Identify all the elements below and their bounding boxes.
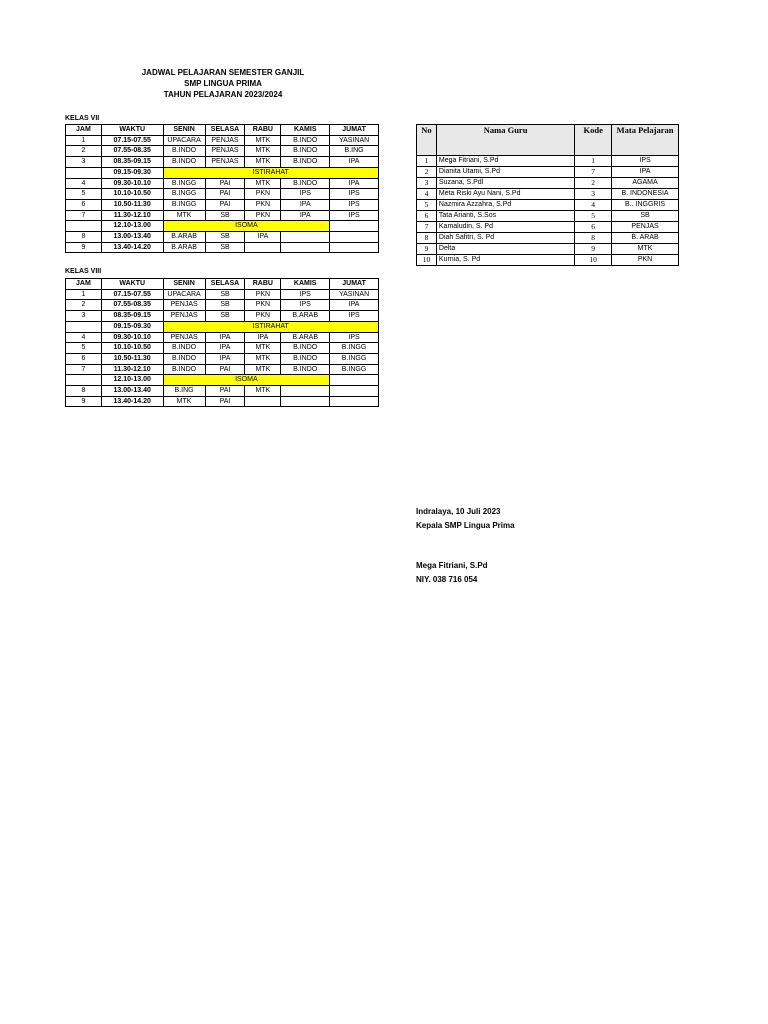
title-line-1: JADWAL PELAJARAN SEMESTER GANJIL xyxy=(141,68,305,77)
teacher-subject: B. ARAB xyxy=(612,233,679,244)
subject-cell: MTK xyxy=(245,343,281,354)
teacher-no: 2 xyxy=(417,167,437,178)
teacher-code: 10 xyxy=(575,255,612,266)
empty-cell xyxy=(330,375,379,386)
subject-cell: B.ARAB xyxy=(281,311,330,322)
jam-cell xyxy=(66,167,102,178)
subject-cell xyxy=(330,396,379,407)
teacher-row xyxy=(417,244,679,255)
jam-cell xyxy=(66,221,102,232)
subject-cell: IPA xyxy=(330,178,379,189)
jam-cell: 3 xyxy=(66,157,102,168)
subject-cell: IPS xyxy=(281,300,330,311)
jam-cell: 7 xyxy=(66,210,102,221)
subject-cell: IPA xyxy=(330,157,379,168)
teacher-name: Mega Fitriani, S.Pd xyxy=(436,156,574,167)
schedule-row xyxy=(66,199,379,210)
subject-cell: PAI xyxy=(205,364,245,375)
subject-cell: B.INDO xyxy=(281,364,330,375)
subject-cell: IPS xyxy=(281,289,330,300)
schedule-row xyxy=(66,189,379,200)
teacher-no: 9 xyxy=(417,244,437,255)
teacher-row xyxy=(417,167,679,178)
teacher-code: 6 xyxy=(575,222,612,233)
schedule-row xyxy=(66,300,379,311)
waktu-cell: 12.10-13.00 xyxy=(101,375,163,386)
waktu-cell: 11.30-12.10 xyxy=(101,364,163,375)
schedule-row xyxy=(66,242,379,253)
schedule-row xyxy=(66,396,379,407)
subject-cell: IPA xyxy=(245,332,281,343)
column-header: SELASA xyxy=(205,279,245,290)
teacher-code: 2 xyxy=(575,178,612,189)
schedule-row xyxy=(66,375,379,386)
teacher-column-header: Nama Guru xyxy=(436,125,574,156)
teacher-subject: PKN xyxy=(612,255,679,266)
schedule-row xyxy=(66,353,379,364)
jam-cell xyxy=(66,375,102,386)
jam-cell: 5 xyxy=(66,189,102,200)
subject-cell: B.INDO xyxy=(163,146,205,157)
teacher-table xyxy=(416,124,679,266)
column-header: JAM xyxy=(66,125,102,136)
header-row xyxy=(66,279,379,290)
column-header: WAKTU xyxy=(101,279,163,290)
subject-cell: MTK xyxy=(245,386,281,397)
subject-cell: B.INGG xyxy=(163,199,205,210)
subject-cell: PAI xyxy=(205,199,245,210)
jam-cell: 4 xyxy=(66,332,102,343)
waktu-cell: 10.50-11.30 xyxy=(101,199,163,210)
teacher-name: Suzana, S.Pdl xyxy=(436,178,574,189)
teacher-row xyxy=(417,222,679,233)
column-header: KAMIS xyxy=(281,125,330,136)
signature-place-date: Indralaya, 10 Juli 2023 xyxy=(416,507,501,516)
subject-cell: PAI xyxy=(205,386,245,397)
signature-name: Mega Fitriani, S.Pd xyxy=(416,561,488,570)
subject-cell: B.INGG xyxy=(330,353,379,364)
teacher-code: 8 xyxy=(575,233,612,244)
subject-cell xyxy=(281,232,330,243)
jam-cell: 1 xyxy=(66,289,102,300)
subject-cell: SB xyxy=(205,311,245,322)
teacher-code: 1 xyxy=(575,156,612,167)
teacher-subject: SB xyxy=(612,211,679,222)
subject-cell: IPS xyxy=(330,210,379,221)
subject-cell: IPA xyxy=(330,300,379,311)
document-title xyxy=(118,67,328,100)
subject-cell: YASINAN xyxy=(330,289,379,300)
teacher-column-header: Kode xyxy=(575,125,612,156)
schedule-row xyxy=(66,321,379,332)
subject-cell: B.INGG xyxy=(330,364,379,375)
jam-cell: 4 xyxy=(66,178,102,189)
jam-cell: 5 xyxy=(66,343,102,354)
waktu-cell: 13.40-14.20 xyxy=(101,396,163,407)
title-line-3: TAHUN PELAJARAN 2023/2024 xyxy=(163,90,283,99)
subject-cell: B.INDO xyxy=(163,343,205,354)
subject-cell xyxy=(281,386,330,397)
teacher-column-header: Mata Pelajaran xyxy=(612,125,679,156)
schedule-row xyxy=(66,386,379,397)
subject-cell xyxy=(245,396,281,407)
waktu-cell: 07.15-07.55 xyxy=(101,135,163,146)
waktu-cell: 13.00-13.40 xyxy=(101,386,163,397)
teacher-name: Meta Riski Ayu Nani, S.Pd xyxy=(436,189,574,200)
subject-cell xyxy=(330,386,379,397)
signature-position: Kepala SMP Lingua Prima xyxy=(416,521,515,530)
subject-cell: B.INDO xyxy=(281,343,330,354)
teacher-no: 8 xyxy=(417,233,437,244)
waktu-cell: 13.00-13.40 xyxy=(101,232,163,243)
waktu-cell: 07.15-07.55 xyxy=(101,289,163,300)
subject-cell: PKN xyxy=(245,210,281,221)
subject-cell: SB xyxy=(205,242,245,253)
teacher-name: Kamaludin, S. Pd xyxy=(436,222,574,233)
waktu-cell: 10.10-10.50 xyxy=(101,189,163,200)
subject-cell: UPACARA xyxy=(163,289,205,300)
subject-cell: PAI xyxy=(205,178,245,189)
teacher-subject: IPA xyxy=(612,167,679,178)
teacher-subject: AGAMA xyxy=(612,178,679,189)
teacher-subject: PENJAS xyxy=(612,222,679,233)
column-header: JUMAT xyxy=(330,279,379,290)
teacher-name: Kurnia, S. Pd xyxy=(436,255,574,266)
subject-cell: B.INDO xyxy=(163,353,205,364)
waktu-cell: 07.55-08.35 xyxy=(101,300,163,311)
jam-cell: 2 xyxy=(66,146,102,157)
subject-cell: B.INGG xyxy=(330,343,379,354)
schedule-row xyxy=(66,332,379,343)
jam-cell: 6 xyxy=(66,353,102,364)
teacher-code: 9 xyxy=(575,244,612,255)
schedule-row xyxy=(66,221,379,232)
subject-cell: B.INGG xyxy=(163,189,205,200)
teacher-row xyxy=(417,178,679,189)
subject-cell: MTK xyxy=(245,146,281,157)
subject-cell: PENJAS xyxy=(163,332,205,343)
signature-block xyxy=(416,505,515,587)
waktu-cell: 09.30-10.10 xyxy=(101,178,163,189)
teacher-no: 10 xyxy=(417,255,437,266)
subject-cell: B.INDO xyxy=(281,146,330,157)
subject-cell: PENJAS xyxy=(205,135,245,146)
teacher-name: Dianita Utami, S.Pd xyxy=(436,167,574,178)
column-header: SENIN xyxy=(163,279,205,290)
column-header: JAM xyxy=(66,279,102,290)
subject-cell: IPA xyxy=(205,343,245,354)
jam-cell: 7 xyxy=(66,364,102,375)
waktu-cell: 09.15-09.30 xyxy=(101,167,163,178)
subject-cell: SB xyxy=(205,300,245,311)
column-header: JUMAT xyxy=(330,125,379,136)
subject-cell: MTK xyxy=(163,396,205,407)
teacher-subject: B.. INGGRIS xyxy=(612,200,679,211)
subject-cell: PENJAS xyxy=(163,311,205,322)
subject-cell: IPA xyxy=(281,199,330,210)
subject-cell: IPA xyxy=(205,332,245,343)
subject-cell xyxy=(330,242,379,253)
column-header: KAMIS xyxy=(281,279,330,290)
subject-cell: PAI xyxy=(205,189,245,200)
subject-cell: PAI xyxy=(205,396,245,407)
teacher-row xyxy=(417,200,679,211)
teacher-row xyxy=(417,255,679,266)
waktu-cell: 10.10-10.50 xyxy=(101,343,163,354)
teacher-row xyxy=(417,211,679,222)
kelas7-label: KELAS VII xyxy=(65,115,100,122)
jam-cell: 1 xyxy=(66,135,102,146)
subject-cell: SB xyxy=(205,289,245,300)
subject-cell: B.ARAB xyxy=(163,242,205,253)
waktu-cell: 08.35-09.15 xyxy=(101,311,163,322)
schedule-row xyxy=(66,343,379,354)
teacher-no: 5 xyxy=(417,200,437,211)
waktu-cell: 07.55-08.35 xyxy=(101,146,163,157)
waktu-cell: 08.35-09.15 xyxy=(101,157,163,168)
schedule-row xyxy=(66,364,379,375)
break-cell: ISOMA xyxy=(163,375,329,386)
jam-cell xyxy=(66,321,102,332)
subject-cell: SB xyxy=(205,232,245,243)
subject-cell: B.INDO xyxy=(281,178,330,189)
teacher-no: 4 xyxy=(417,189,437,200)
subject-cell xyxy=(281,242,330,253)
teacher-code: 7 xyxy=(575,167,612,178)
subject-cell: B.ARAB xyxy=(281,332,330,343)
jam-cell: 9 xyxy=(66,396,102,407)
jam-cell: 8 xyxy=(66,386,102,397)
jam-cell: 3 xyxy=(66,311,102,322)
schedule-row xyxy=(66,210,379,221)
column-header: RABU xyxy=(245,279,281,290)
subject-cell: IPS xyxy=(330,199,379,210)
teacher-name: Delta xyxy=(436,244,574,255)
jam-cell: 6 xyxy=(66,199,102,210)
teacher-row xyxy=(417,233,679,244)
jam-cell: 9 xyxy=(66,242,102,253)
subject-cell: B.ING xyxy=(330,146,379,157)
jam-cell: 2 xyxy=(66,300,102,311)
teacher-row xyxy=(417,189,679,200)
subject-cell xyxy=(281,396,330,407)
subject-cell: MTK xyxy=(245,364,281,375)
header-row xyxy=(66,125,379,136)
subject-cell: IPS xyxy=(330,189,379,200)
subject-cell: B.INDO xyxy=(281,135,330,146)
waktu-cell: 12.10-13.00 xyxy=(101,221,163,232)
teacher-name: Nazmira Azzahra, S.Pd xyxy=(436,200,574,211)
subject-cell: B.ING xyxy=(163,386,205,397)
teacher-column-header: No xyxy=(417,125,437,156)
schedule-row xyxy=(66,178,379,189)
subject-cell: PKN xyxy=(245,199,281,210)
subject-cell: YASINAN xyxy=(330,135,379,146)
subject-cell: IPS xyxy=(330,332,379,343)
kelas8-label: KELAS VIII xyxy=(65,268,102,275)
break-cell: ISTIRAHAT xyxy=(163,167,378,178)
kelas8-schedule-table xyxy=(65,278,379,407)
schedule-row xyxy=(66,135,379,146)
subject-cell: B.INGG xyxy=(163,178,205,189)
subject-cell: B.INDO xyxy=(163,157,205,168)
waktu-cell: 09.30-10.10 xyxy=(101,332,163,343)
subject-cell: IPA xyxy=(205,353,245,364)
subject-cell: B.ARAB xyxy=(163,232,205,243)
teacher-code: 3 xyxy=(575,189,612,200)
schedule-row xyxy=(66,311,379,322)
subject-cell: IPS xyxy=(281,189,330,200)
subject-cell: MTK xyxy=(245,353,281,364)
subject-cell: SB xyxy=(205,210,245,221)
column-header: WAKTU xyxy=(101,125,163,136)
subject-cell xyxy=(330,232,379,243)
subject-cell: PENJAS xyxy=(163,300,205,311)
subject-cell: PKN xyxy=(245,189,281,200)
subject-cell: IPA xyxy=(245,232,281,243)
column-header: SENIN xyxy=(163,125,205,136)
column-header: SELASA xyxy=(205,125,245,136)
schedule-row xyxy=(66,146,379,157)
teacher-row xyxy=(417,156,679,167)
teacher-header-row xyxy=(417,125,679,156)
teacher-subject: IPS xyxy=(612,156,679,167)
column-header: RABU xyxy=(245,125,281,136)
subject-cell xyxy=(245,242,281,253)
signature-niy: NIY. 038 716 054 xyxy=(416,575,478,584)
jam-cell: 8 xyxy=(66,232,102,243)
subject-cell: IPA xyxy=(281,210,330,221)
kelas7-schedule-table xyxy=(65,124,379,253)
teacher-name: Diah Safitri, S. Pd xyxy=(436,233,574,244)
schedule-row xyxy=(66,232,379,243)
teacher-name: Tata Arianti, S.Sos xyxy=(436,211,574,222)
subject-cell: IPS xyxy=(330,311,379,322)
teacher-subject: B. INDONESIA xyxy=(612,189,679,200)
subject-cell: MTK xyxy=(245,157,281,168)
subject-cell: MTK xyxy=(163,210,205,221)
teacher-code: 4 xyxy=(575,200,612,211)
schedule-row xyxy=(66,157,379,168)
teacher-subject: MTK xyxy=(612,244,679,255)
schedule-row xyxy=(66,167,379,178)
subject-cell: B.INDO xyxy=(281,157,330,168)
subject-cell: B.INDO xyxy=(163,364,205,375)
teacher-no: 7 xyxy=(417,222,437,233)
schedule-row xyxy=(66,289,379,300)
teacher-no: 1 xyxy=(417,156,437,167)
waktu-cell: 13.40-14.20 xyxy=(101,242,163,253)
subject-cell: PKN xyxy=(245,289,281,300)
subject-cell: PENJAS xyxy=(205,157,245,168)
empty-cell xyxy=(330,221,379,232)
subject-cell: PKN xyxy=(245,300,281,311)
subject-cell: MTK xyxy=(245,178,281,189)
teacher-code: 5 xyxy=(575,211,612,222)
title-line-2: SMP LINGUA PRIMA xyxy=(184,79,262,88)
subject-cell: UPACARA xyxy=(163,135,205,146)
break-cell: ISOMA xyxy=(163,221,330,232)
waktu-cell: 11.30-12.10 xyxy=(101,210,163,221)
subject-cell: PKN xyxy=(245,311,281,322)
subject-cell: MTK xyxy=(245,135,281,146)
waktu-cell: 09.15-09.30 xyxy=(101,321,163,332)
subject-cell: PENJAS xyxy=(205,146,245,157)
teacher-no: 6 xyxy=(417,211,437,222)
teacher-no: 3 xyxy=(417,178,437,189)
waktu-cell: 10.50-11.30 xyxy=(101,353,163,364)
subject-cell: B.INDO xyxy=(281,353,330,364)
break-cell: ISTIRAHAT xyxy=(163,321,378,332)
